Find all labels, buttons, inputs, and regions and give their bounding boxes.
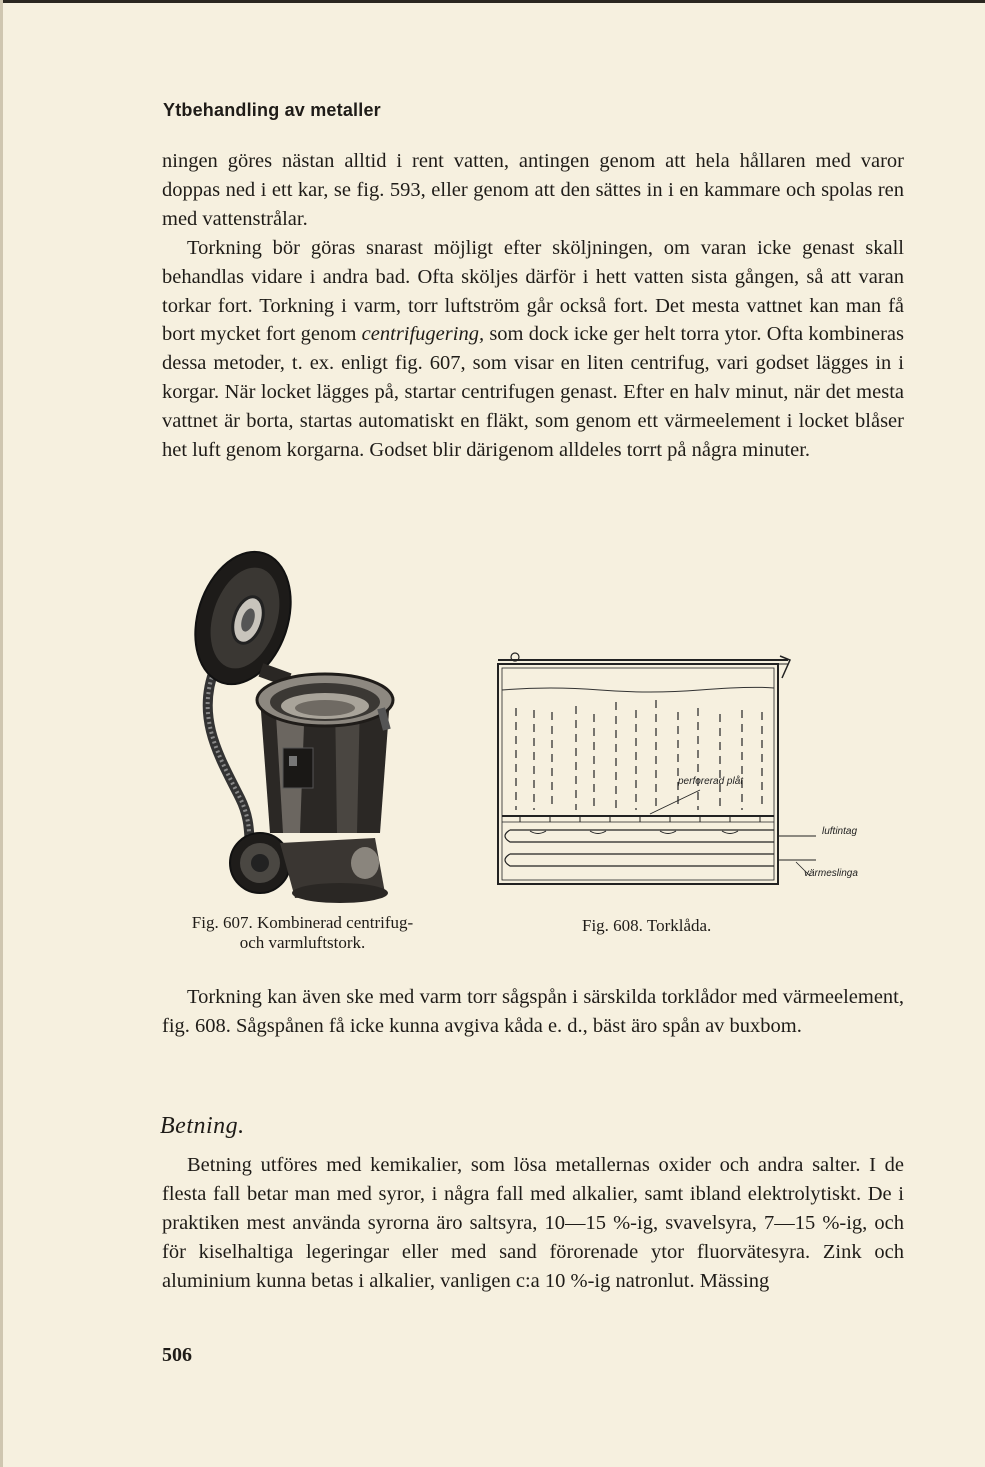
label-perforated-plate: perforerad plåt (678, 776, 744, 787)
paragraph-drying (162, 234, 904, 465)
body-text-middle (162, 983, 904, 1041)
page-left-edge (0, 0, 3, 1467)
running-head: Ytbehandling av metaller (163, 100, 381, 120)
drying-box-diagram (490, 650, 900, 890)
label-heating-coil: värmeslinga (804, 868, 858, 879)
page-top-edge (0, 0, 985, 3)
figure-608-drying-box (490, 650, 900, 890)
paragraph-pickling: Betning utföres med kemikalier, som lösa metallernas oxider och andra salter. I de flesta fall betar man med syror, i några fall med alkalier, samt ibland elektrolytiskt. De i praktiken mest använda syrorna äro saltsyra, 10—15 %-ig, svavelsyra, 7—15 %-ig, och för kiselhaltiga legeringar eller med sand förorenade ytor fluorvätesyra. Zink och aluminium kunna betas i alkalier, vanligen c:a 10 %-ig natronlut. Mässing (162, 1154, 904, 1292)
caption-fig-608: Fig. 608. Torklåda. (582, 916, 712, 935)
paragraph-drying-text-2: som dock icke ger helt torra ytor. Ofta kombineras dessa metoder, t. ex. enligt fig. 607, som visar en liten centrifug, vari godset lägges in i korgar. När locket lägges på, startar centrifugen genast. Efter en halv minut, när det mesta vattnet är borta, startas automatiskt en fläkt, som genom ett värmeelement i locket blåser het luft genom korgarna. Godset blir därigenom alldeles torrt på några minuter. (162, 323, 904, 462)
body-text-top (162, 147, 904, 465)
paragraph-sawdust: Torkning kan även ske med varm torr sågspån i särskilda torklådor med värmeelement, fig. 608. Sågspånen få icke kunna avgiva kåda e. d., bäst äro spån av buxbom. (162, 986, 904, 1037)
section-heading-betning: Betning. (160, 1113, 245, 1139)
paragraph-rinsing: ningen göres nästan alltid i rent vatten, antingen genom att hela hållaren med varor doppas ned i ett kar, se fig. 593, eller genom att den sättes in i en kammare och spolas ren med vattenstrålar. (162, 150, 904, 230)
emphasis-centrifugering: centrifugering, (361, 323, 485, 346)
figure-607-centrifuge (185, 548, 410, 908)
label-air-intake: luftintag (822, 826, 858, 837)
page-number: 506 (162, 1344, 192, 1366)
body-text-bottom (162, 1151, 904, 1296)
paragraph-drying-text-1: Torkning bör göras snarast möjligt efter sköljningen, om varan icke genast skall behandlas vidare i andra bad. Ofta sköljes därför i hett vatten sista gången, så att varan torkar fort. Torkning i varm, torr luftström går också fort. Det mesta vattnet kan man få bort mycket fort genom (162, 236, 904, 346)
caption-fig-607: Fig. 607. Kombinerad centrifug- och varmluftstork. (191, 913, 414, 952)
